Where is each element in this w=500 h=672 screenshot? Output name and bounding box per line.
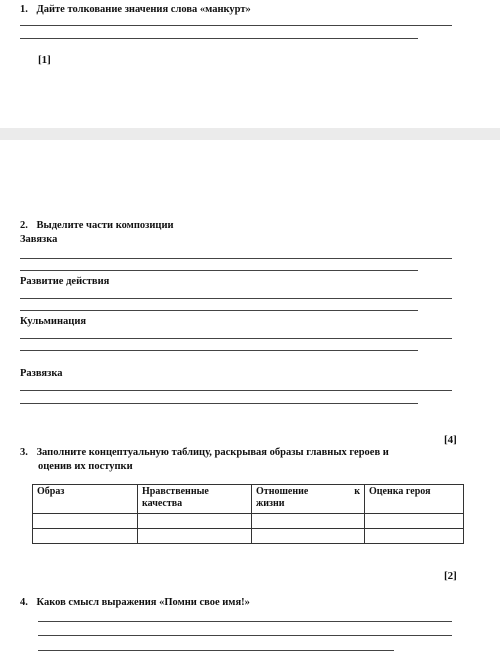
q1-title	[20, 4, 251, 15]
q3-title-line-2: оценив их поступки	[38, 461, 133, 472]
q2-kulminatsiya-line-1[interactable]	[20, 338, 452, 339]
q2-part-kulminatsiya: Кульминация	[20, 316, 87, 327]
q2-number: 2.	[20, 220, 28, 231]
q2-part-razvitie: Развитие действия	[20, 276, 110, 287]
q1-number: 1.	[20, 4, 28, 15]
header-otnoshenie-l2: жизни	[256, 498, 285, 509]
header-nravstvennye-l1: Нравственные	[142, 486, 209, 497]
q3-title-line-1	[20, 447, 460, 458]
header-nravstvennye	[138, 485, 252, 514]
table-cell[interactable]	[365, 529, 464, 544]
q2-part-razvyazka: Развязка	[20, 368, 63, 379]
header-otnoshenie	[252, 485, 365, 514]
q2-razvyazka-line-1[interactable]	[20, 390, 452, 391]
table-cell[interactable]	[252, 514, 365, 529]
header-otnoshenie-k: к	[354, 486, 360, 497]
q4-answer-line-3[interactable]	[38, 650, 394, 651]
table-row	[33, 529, 464, 544]
q2-title	[20, 220, 174, 231]
table-cell[interactable]	[33, 529, 138, 544]
table-cell[interactable]	[138, 514, 252, 529]
q1-answer-line-2[interactable]	[20, 38, 418, 39]
header-obraz: Образ	[33, 485, 138, 514]
q4-title	[20, 597, 250, 608]
q2-score: [4]	[444, 434, 457, 446]
table-cell[interactable]	[365, 514, 464, 529]
concept-table	[32, 484, 464, 544]
q2-part-zavyazka: Завязка	[20, 234, 58, 245]
q3-text-1: Заполните концептуальную таблицу, раскрывая образы главных героев и	[36, 447, 389, 458]
q3-number: 3.	[20, 447, 28, 458]
header-otnoshenie-l1: Отношение	[256, 486, 309, 497]
q2-zavyazka-line-1[interactable]	[20, 258, 452, 259]
q2-text: Выделите части композиции	[36, 220, 174, 231]
table-cell[interactable]	[33, 514, 138, 529]
table-cell[interactable]	[252, 529, 365, 544]
q4-answer-line-2[interactable]	[38, 635, 452, 636]
page-break	[0, 128, 500, 140]
q1-answer-line-1[interactable]	[20, 25, 452, 26]
q1-score: [1]	[38, 54, 51, 66]
q4-text: Каков смысл выражения «Помни свое имя!»	[36, 597, 250, 608]
q2-zavyazka-line-2[interactable]	[20, 270, 418, 271]
q2-razvitie-line-2[interactable]	[20, 310, 418, 311]
q4-answer-line-1[interactable]	[38, 621, 452, 622]
header-otsenka: Оценка героя	[365, 485, 464, 514]
q2-razvitie-line-1[interactable]	[20, 298, 452, 299]
q1-text: Дайте толкование значения слова «манкурт»	[36, 4, 251, 15]
concept-table-header-row	[33, 485, 464, 514]
q2-razvyazka-line-2[interactable]	[20, 403, 418, 404]
q2-kulminatsiya-line-2[interactable]	[20, 350, 418, 351]
table-cell[interactable]	[138, 529, 252, 544]
q3-score: [2]	[444, 570, 457, 582]
header-nravstvennye-l2: качества	[142, 498, 183, 509]
q4-number: 4.	[20, 597, 28, 608]
table-row	[33, 514, 464, 529]
